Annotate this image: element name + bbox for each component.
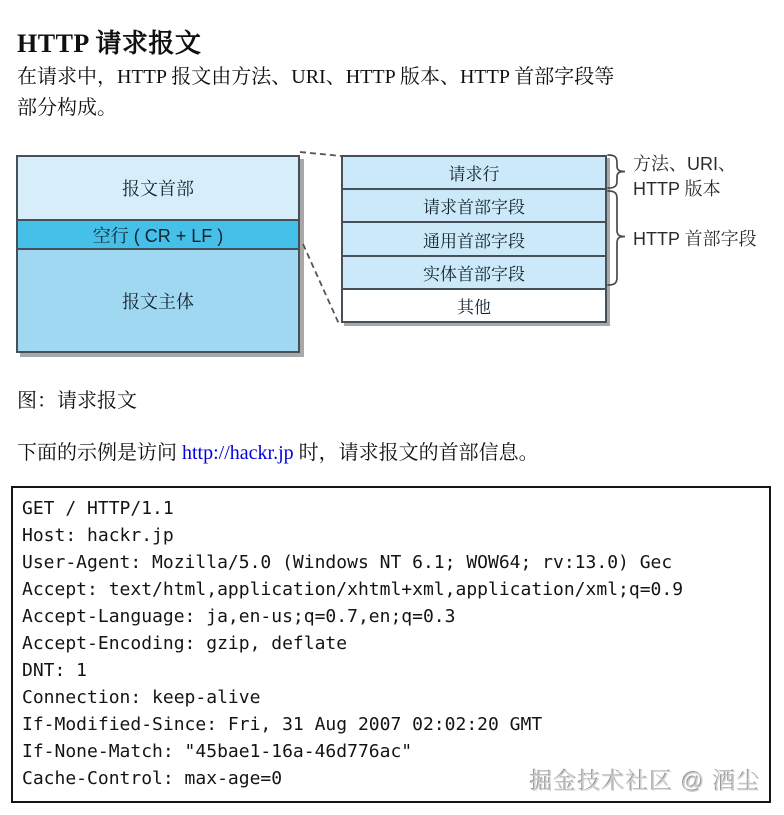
section-message-header: 报文首部 [18,157,298,219]
page-title: HTTP 请求报文 [17,29,202,59]
code-line: DNT: 1 [22,660,88,681]
label-method-uri-line1: 方法、URI、 [633,154,736,174]
dashed-connector-diagonal [303,244,339,324]
code-line: Accept: text/html,application/xhtml+xml,application/xml;q=0.9 [22,579,684,600]
code-line: If-Modified-Since: Fri, 31 Aug 2007 02:02:20 GMT [22,714,543,735]
message-structure-box [16,155,300,353]
example-sentence [17,436,539,465]
section-blank-line: 空行 ( CR + LF ) [18,219,298,250]
intro-line-2: 部分构成。 [17,97,117,119]
label-method-uri-line2: HTTP 版本 [633,179,721,199]
code-line: Connection: keep-alive [22,687,261,708]
code-line: Accept-Encoding: gzip, deflate [22,633,348,654]
http-request-headers-code-block [11,486,771,803]
figure-caption: 图：请求报文 [17,390,137,412]
http-message-diagram [0,145,784,363]
row-request-line: 请求行 [343,157,605,190]
intro-paragraph [17,62,614,124]
code-line: Host: hackr.jp [22,525,174,546]
code-line: Cache-Control: max-age=0 [22,768,283,789]
code-line: Accept-Language: ja,en-us;q=0.7,en;q=0.3 [22,606,456,627]
code-line: GET / HTTP/1.1 [22,498,174,519]
hackr-jp-link[interactable]: http://hackr.jp [182,442,294,464]
brace-request-line-icon [608,155,625,188]
row-other: 其他 [343,290,605,321]
intro-line-1: 在请求中，HTTP 报文由方法、URI、HTTP 版本、HTTP 首部字段等 [17,66,615,88]
row-general-header-fields: 通用首部字段 [343,223,605,256]
code-line: If-None-Match: "45bae1-16a-46d776ac" [22,741,413,762]
watermark: 掘金技术社区 @ 酒尘 [529,768,761,794]
row-request-header-fields: 请求首部字段 [343,190,605,223]
example-suffix: 时，请求报文的首部信息。 [293,442,539,464]
code-line: User-Agent: Mozilla/5.0 (Windows NT 6.1; WOW64; rv:13.0) Gec [22,552,673,573]
label-http-header-fields: HTTP 首部字段 [633,229,757,249]
row-entity-header-fields: 实体首部字段 [343,257,605,290]
section-message-body: 报文主体 [18,250,298,351]
dashed-connector-top [300,152,341,156]
brace-header-fields-icon [608,191,625,285]
label-method-uri-version [633,152,736,202]
header-detail-box [341,155,607,323]
example-prefix: 下面的示例是访问 [17,442,182,464]
